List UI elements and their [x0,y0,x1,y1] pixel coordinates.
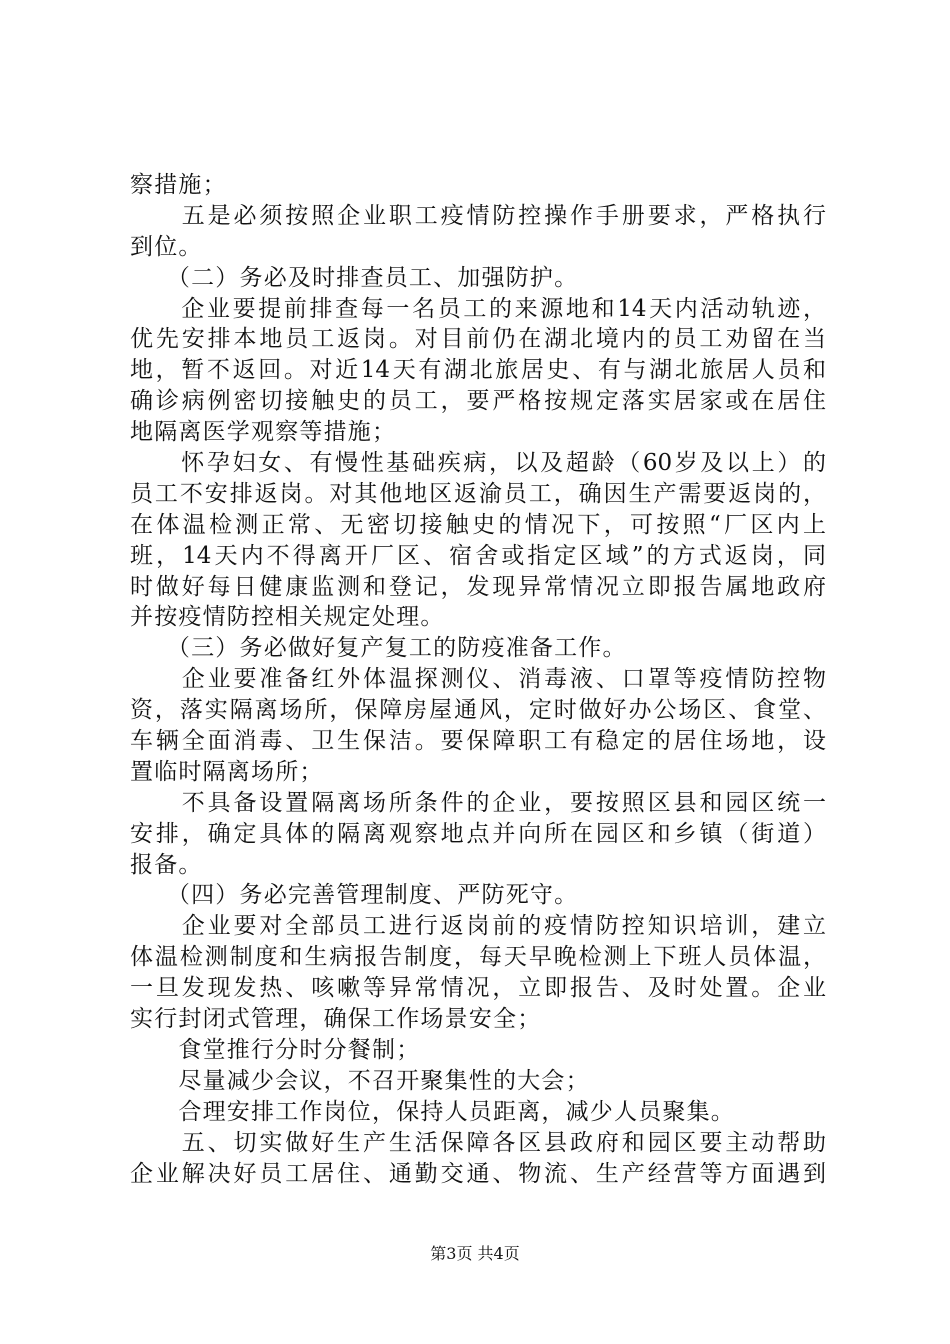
text-line: 不具备设置隔离场所条件的企业，要按照区县和园区统一 [130,789,826,816]
text-line: 班，14天内不得离开厂区、宿舍或指定区域”的方式返岗，同 [130,542,826,569]
text-line: 企业要准备红外体温探测仪、消毒液、口罩等疫情防控物 [130,666,826,693]
text-line: 资，落实隔离场所，保障房屋通风，定时做好办公场区、食堂、 [130,697,826,724]
text-line: 食堂推行分时分餐制； [130,1036,421,1063]
text-line: 怀孕妇女、有慢性基础疾病，以及超龄（60岁及以上）的 [130,450,826,477]
text-line: （三）务必做好复产复工的防疫准备工作。 [130,635,627,662]
text-line: 企业解决好员工居住、通勤交通、物流、生产经营等方面遇到 [130,1160,826,1187]
text-line: 时做好每日健康监测和登记，发现异常情况立即报告属地政府 [130,573,826,600]
text-line: 到位。 [130,233,203,260]
text-line: 合理安排工作岗位，保持人员距离，减少人员聚集。 [130,1098,735,1125]
document-body [130,170,826,1189]
page-footer: 第3页 共4页 [430,1244,520,1263]
text-line: 并按疫情防控相关规定处理。 [130,604,445,631]
text-line: 五、切实做好生产生活保障各区县政府和园区要主动帮助 [130,1129,826,1156]
text-line: 在体温检测正常、无密切接触史的情况下，可按照“厂区内上 [130,511,826,538]
text-line: 车辆全面消毒、卫生保洁。要保障职工有稳定的居住场地，设 [130,728,826,755]
text-line: 地，暂不返回。对近14天有湖北旅居史、有与湖北旅居人员和 [130,357,826,384]
text-line: 尽量减少会议，不召开聚集性的大会； [130,1067,590,1094]
text-line: 地隔离医学观察等措施； [130,419,397,446]
text-line: 优先安排本地员工返岗。对目前仍在湖北境内的员工劝留在当 [130,326,826,353]
text-line: 企业要提前排查每一名员工的来源地和14天内活动轨迹， [130,295,826,322]
text-line: 安排，确定具体的隔离观察地点并向所在园区和乡镇（街道） [130,820,826,847]
text-line: 置临时隔离场所； [130,758,324,785]
text-line: 五是必须按照企业职工疫情防控操作手册要求，严格执行 [130,202,826,229]
text-line: （四）务必完善管理制度、严防死守。 [130,882,579,909]
text-line: 一旦发现发热、咳嗽等异常情况，立即报告、及时处置。企业 [130,975,826,1002]
text-line: 体温检测制度和生病报告制度，每天早晚检测上下班人员体温， [130,944,826,971]
text-line: 员工不安排返岗。对其他地区返渝员工，确因生产需要返岗的， [130,480,826,507]
text-line: 确诊病例密切接触史的员工，要严格按规定落实居家或在居住 [130,388,826,415]
text-line: 察措施； [130,172,227,198]
text-line: 报备。 [130,851,203,878]
text-line: 企业要对全部员工进行返岗前的疫情防控知识培训，建立 [130,913,826,940]
text-line: 实行封闭式管理，确保工作场景安全； [130,1006,542,1033]
text-line: （二）务必及时排查员工、加强防护。 [130,264,579,291]
